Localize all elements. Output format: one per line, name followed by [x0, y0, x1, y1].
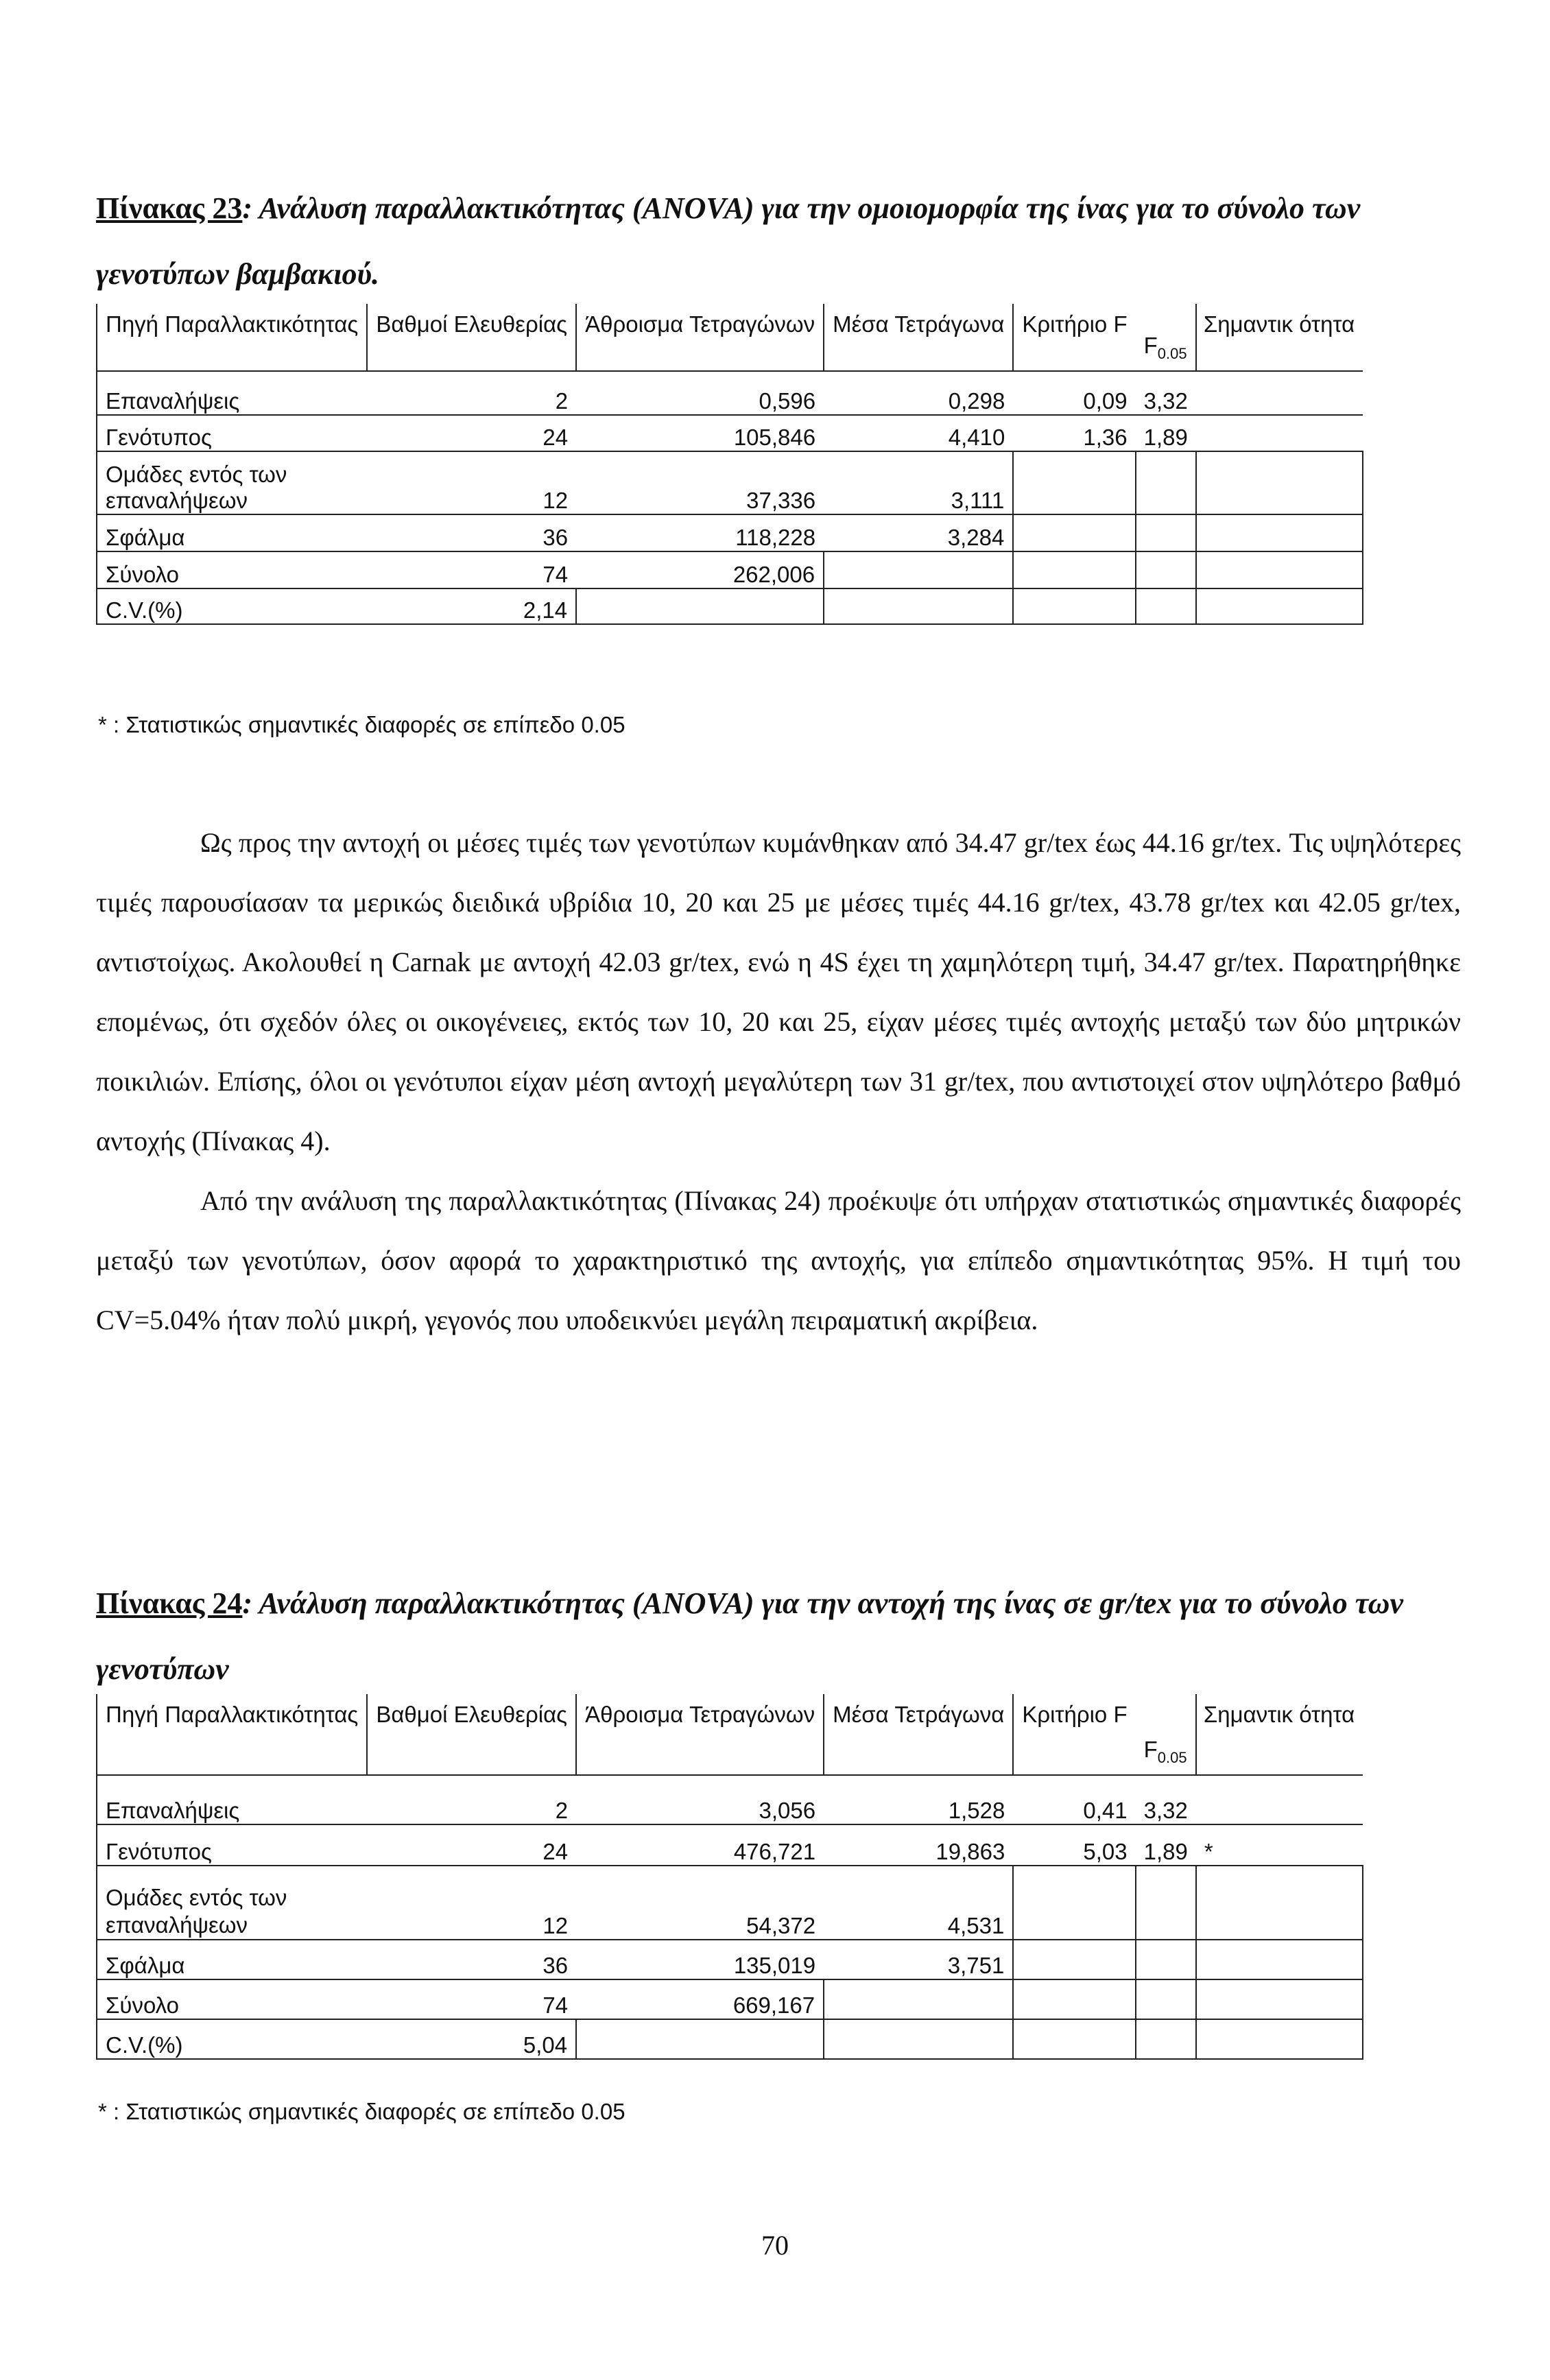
paragraph-strength-means: Ως προς την αντοχή οι μέσες τιμές των γενοτύπων κυμάνθηκαν από 34.47 gr/tex έως 44.16 gr/tex. Τις υψηλότερες τιμές παρουσίασαν τα μερικώς διειδικά υβρίδια 10, 20 και 25 με μέσες τιμές 44.16 gr/tex, 43.78 gr/tex και 42.05 gr/tex, αντιστοίχως. Ακολουθεί η Carnak με αντοχή 42.03 gr/tex, ενώ η 4S έχει τη χαμηλότερη τιμή, 34.47 gr/tex. Παρατηρήθηκε επομένως, ότι σχεδόν όλες οι οικογένειες, εκτός των 10, 20 και 25, είχαν μέσες τιμές αντοχής μεταξύ των δύο μητρικών ποικιλιών. Επίσης, όλοι οι γενότυποι είχαν μέση αντοχή μεγαλύτερη των 31 gr/tex, που αντιστοιχεί στον υψηλότερο βαθμό αντοχής (Πίνακας 4). [96, 827, 1461, 1156]
header-df: Βαθμοί Ελευθερίας [367, 1694, 576, 1775]
table-24-label: Πίνακας 24 [96, 1586, 243, 1620]
row-df: 74 [367, 551, 576, 588]
row-source: Γενότυπος [97, 1824, 367, 1866]
table-row [97, 415, 1363, 451]
header-significance: Σημαντικ ότητα [1196, 1694, 1363, 1775]
table-23-label: Πίνακας 23 [96, 191, 243, 225]
row-f005 [1136, 2019, 1196, 2059]
header-ms: Μέσα Τετράγωνα [824, 304, 1013, 371]
row-source: Επαναλήψεις [97, 1775, 367, 1824]
row-f: 0,41 [1013, 1775, 1135, 1824]
row-f005 [1136, 451, 1196, 514]
table-row [97, 371, 1363, 415]
row-sig [1196, 1866, 1363, 1940]
row-sig [1196, 551, 1363, 588]
row-sig [1196, 415, 1363, 451]
row-f005 [1136, 1979, 1196, 2019]
row-f [1013, 514, 1135, 551]
row-df: 12 [367, 1866, 576, 1940]
header-f005: $F_{0.05}$ [1136, 1694, 1196, 1775]
table-23-note: * : Στατιστικώς σημαντικές διαφορές σε επίπεδο 0.05 [98, 712, 625, 737]
row-sig [1196, 1940, 1363, 1979]
row-f005 [1136, 514, 1196, 551]
table-24-caption [96, 1571, 1461, 1702]
row-f [1013, 1940, 1135, 1979]
table-23-caption [96, 176, 1461, 307]
row-f005 [1136, 1940, 1196, 1979]
row-f [1013, 451, 1135, 514]
row-ss: 0,596 [576, 371, 824, 415]
row-df: 36 [367, 514, 576, 551]
row-f005: 1,89 [1136, 415, 1196, 451]
row-f005: 3,32 [1136, 1775, 1196, 1824]
row-source: Ομάδες εντός των επαναλήψεων [97, 451, 367, 514]
row-f005 [1136, 551, 1196, 588]
row-sig [1196, 1979, 1363, 2019]
row-ms [824, 2019, 1013, 2059]
row-f [1013, 2019, 1135, 2059]
row-source: Σύνολο [97, 551, 367, 588]
row-df: 2 [367, 1775, 576, 1824]
row-ss: 54,372 [576, 1866, 824, 1940]
row-source: Σφάλμα [97, 514, 367, 551]
body-text [96, 813, 1461, 1350]
row-ss: 37,336 [576, 451, 824, 514]
table-row [97, 1866, 1363, 1940]
row-ms: 3,111 [824, 451, 1013, 514]
row-df: 36 [367, 1940, 576, 1979]
table-24-note: * : Στατιστικώς σημαντικές διαφορές σε επίπεδο 0.05 [98, 2099, 625, 2124]
header-significance: Σημαντικ ότητα [1196, 304, 1363, 371]
header-f005: $F_{0.05}$ [1136, 304, 1196, 371]
table-header-row [97, 304, 1363, 371]
row-df: 12 [367, 451, 576, 514]
table-row [97, 1824, 1363, 1866]
header-source: Πηγή Παραλλακτικότητας [97, 304, 367, 371]
row-df: 24 [367, 415, 576, 451]
row-ss: 118,228 [576, 514, 824, 551]
table-row [97, 2019, 1363, 2059]
row-ss: 3,056 [576, 1775, 824, 1824]
row-sig [1196, 2019, 1363, 2059]
row-sig: * [1196, 1824, 1363, 1866]
row-f: 1,36 [1013, 415, 1135, 451]
row-df: 2 [367, 371, 576, 415]
row-sig [1196, 1775, 1363, 1824]
row-source: Σφάλμα [97, 1940, 367, 1979]
table-header-row [97, 1694, 1363, 1775]
row-sig [1196, 588, 1363, 624]
row-source: C.V.(%) [97, 2019, 367, 2059]
row-df: 74 [367, 1979, 576, 2019]
row-ss: 669,167 [576, 1979, 824, 2019]
row-ss [576, 2019, 824, 2059]
row-ms: 0,298 [824, 371, 1013, 415]
row-sig [1196, 514, 1363, 551]
row-ss: 262,006 [576, 551, 824, 588]
table-row [97, 551, 1363, 588]
row-f: 5,03 [1013, 1824, 1135, 1866]
table-row [97, 514, 1363, 551]
row-f005: 3,32 [1136, 371, 1196, 415]
header-source: Πηγή Παραλλακτικότητας [97, 1694, 367, 1775]
row-ms: 4,410 [824, 415, 1013, 451]
row-df: 24 [367, 1824, 576, 1866]
row-f [1013, 1979, 1135, 2019]
row-f [1013, 1866, 1135, 1940]
paragraph-anova-result: Από την ανάλυση της παραλλακτικότητας (Πίνακας 24) προέκυψε ότι υπήρχαν στατιστικώς σημαντικές διαφορές μεταξύ των γενοτύπων, όσον αφορά το χαρακτηριστικό της αντοχής, για επίπεδο σημαντικότητας 95%. Η τιμή του CV=5.04% ήταν πολύ μικρή, γεγονός που υποδεικνύει μεγάλη πειραματική ακρίβεια. [96, 1185, 1461, 1335]
row-f [1013, 551, 1135, 588]
row-source: Επαναλήψεις [97, 371, 367, 415]
row-ms [824, 551, 1013, 588]
row-source: Σύνολο [97, 1979, 367, 2019]
row-source: Γενότυπος [97, 415, 367, 451]
table-row [97, 1979, 1363, 2019]
row-sig [1196, 451, 1363, 514]
row-ms: 19,863 [824, 1824, 1013, 1866]
header-ms: Μέσα Τετράγωνα [824, 1694, 1013, 1775]
row-ss [576, 588, 824, 624]
table-row [97, 451, 1363, 514]
row-source: C.V.(%) [97, 588, 367, 624]
anova-table-23 [96, 304, 1363, 625]
table-row [97, 588, 1363, 624]
header-ss: Άθροισμα Τετραγώνων [576, 304, 824, 371]
header-f: Κριτήριο F [1013, 1694, 1135, 1775]
row-ss: 476,721 [576, 1824, 824, 1866]
row-source: Ομάδες εντός των επαναλήψεων [97, 1866, 367, 1940]
table-row [97, 1940, 1363, 1979]
row-f: 0,09 [1013, 371, 1135, 415]
row-ms [824, 1979, 1013, 2019]
row-ms [824, 588, 1013, 624]
header-ss: Άθροισμα Τετραγώνων [576, 1694, 824, 1775]
row-ms: 3,751 [824, 1940, 1013, 1979]
anova-table-24 [96, 1694, 1363, 2060]
row-ms: 3,284 [824, 514, 1013, 551]
row-f005: 1,89 [1136, 1824, 1196, 1866]
row-f005 [1136, 1866, 1196, 1940]
table-24-title: : Ανάλυση παραλλακτικότητας (ANOVA) για την αντοχή της ίνας σε gr/tex για το σύνολο των γενοτύπων [96, 1586, 1404, 1686]
header-df: Βαθμοί Ελευθερίας [367, 304, 576, 371]
row-ss: 135,019 [576, 1940, 824, 1979]
row-f [1013, 588, 1135, 624]
row-ms: 1,528 [824, 1775, 1013, 1824]
row-df: 5,04 [367, 2019, 576, 2059]
page-number: 70 [761, 2230, 789, 2261]
table-row [97, 1775, 1363, 1824]
table-23-title: : Ανάλυση παραλλακτικότητας (ANOVA) για την ομοιομορφία της ίνας για το σύνολο των γενοτύπων βαμβακιού. [96, 191, 1361, 291]
header-f: Κριτήριο F [1013, 304, 1135, 371]
row-df: 2,14 [367, 588, 576, 624]
row-sig [1196, 371, 1363, 415]
row-ss: 105,846 [576, 415, 824, 451]
row-f005 [1136, 588, 1196, 624]
row-ms: 4,531 [824, 1866, 1013, 1940]
